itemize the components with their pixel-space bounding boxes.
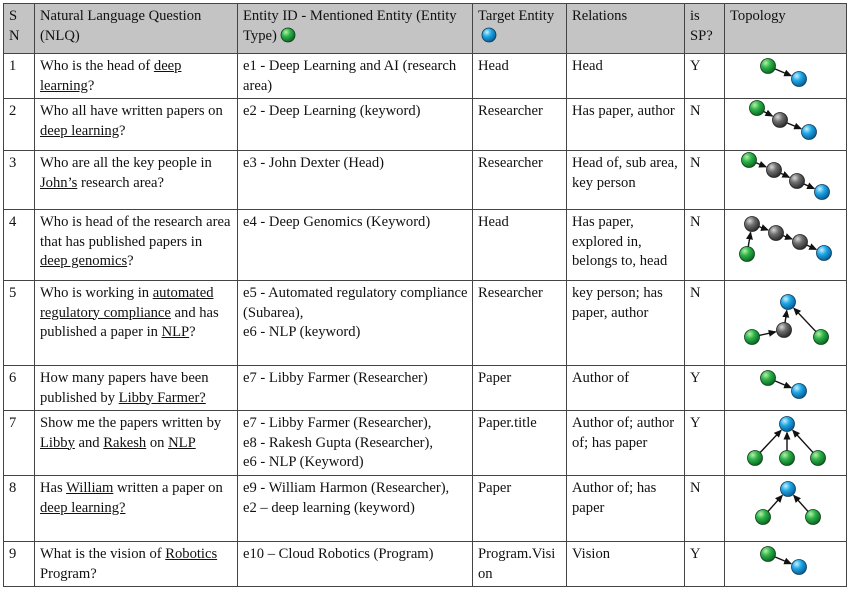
target-cell [473,54,567,99]
topology-cell [725,54,847,99]
sn-cell [4,210,35,281]
topology-cell [725,99,847,151]
topology-edge-arrow [767,495,781,511]
topology-edge-arrow [793,308,815,331]
entity-line: e6 - NLP (keyword) [243,324,361,340]
question-cell [35,366,238,411]
topology-edge-arrow [780,173,789,177]
sn-cell-text: 2 [9,103,17,119]
target-cell [473,281,567,366]
green-node-icon [744,330,759,345]
entity-line: e2 - Deep Learning (keyword) [243,103,421,119]
blue-node-icon [780,295,795,310]
sn-cell-text: 8 [9,480,17,496]
topology-edge-arrow [763,111,772,116]
gray-node-icon [792,235,807,250]
table-row [4,542,847,587]
target-cell-text: Paper [478,480,512,496]
relations-cell [567,411,685,476]
entity-cell [238,54,473,99]
target-cell [473,411,567,476]
mentioned-entity-link: NLP [161,324,190,340]
question-text: What is the vision of [40,546,166,562]
sp-cell [685,99,725,151]
header-target [473,4,567,54]
topology-edge-arrow [803,184,813,189]
topology-edge-arrow [755,163,765,167]
sp-cell [685,54,725,99]
entity-cell [238,281,473,366]
relations-cell [567,281,685,366]
mentioned-entity-link: Libby Farmer? [118,389,206,406]
target-cell [473,476,567,542]
entity-line: e5 - Automated regulatory compliance (Subarea), [243,285,468,321]
blue-node-icon [791,560,806,575]
question-text: Who is the head of [40,58,154,74]
question-cell [35,210,238,281]
header-entity-label: Entity ID - Mentioned Entity (Entity Type) [243,8,457,44]
header-sp-label: is SP? [690,8,713,44]
gray-node-icon [772,113,787,128]
header-relations [567,4,685,54]
entity-cell [238,99,473,151]
entity-line: e1 - Deep Learning and AI (research area) [243,58,457,94]
topology-cell [725,411,847,476]
topology-graph [741,411,831,471]
question-text: and [74,434,104,451]
sn-cell [4,542,35,587]
target-cell-text: Head [478,214,509,230]
topology-edge-arrow [793,495,807,511]
table-row [4,411,847,476]
green-ball-icon [280,27,296,43]
blue-node-icon [791,72,806,87]
question-cell [35,151,238,210]
blue-node-icon [814,185,829,200]
header-entity [238,4,473,54]
entity-cell [238,366,473,411]
question-text: Show me the papers written by [40,415,222,431]
mentioned-entity-link: John’s [40,174,78,191]
entity-cell [238,542,473,587]
topology-graph [738,281,834,355]
question-text: and has published a paper in [40,304,219,340]
blue-node-icon [816,246,831,261]
sp-cell-text: N [690,155,701,171]
topology-edge-arrow [760,430,781,452]
question-text: Has [40,480,67,496]
relations-cell [567,366,685,411]
sn-cell-text: 6 [9,370,17,386]
sp-cell-text: N [690,480,701,496]
topology-graph [751,476,821,532]
relations-cell-text: Head of, sub area, key person [572,155,678,191]
entity-cell [238,476,473,542]
topology-edge-arrow [783,236,792,239]
relations-cell [567,54,685,99]
sp-cell [685,411,725,476]
topology-graph [738,151,834,201]
topology-graph [736,210,836,272]
gray-node-icon [776,323,791,338]
target-cell [473,210,567,281]
sn-cell [4,476,35,542]
table-row [4,476,847,542]
target-cell-text: Paper [478,370,512,386]
question-cell [35,281,238,366]
topology-edge-arrow [774,557,790,564]
topology-edge-arrow [759,227,768,230]
topology-cell [725,542,847,587]
blue-ball-icon [481,27,497,43]
target-cell-text: Program.Vision [478,546,556,582]
relations-cell-text: Author of; has paper [572,480,657,516]
sn-cell-text: 9 [9,546,17,562]
question-text: Who are all the key people in [40,155,212,171]
relations-cell-text: Author of [572,370,630,386]
topology-edge-arrow [792,430,812,452]
header-target-label: Target Entity [478,8,555,24]
relations-cell [567,99,685,151]
green-node-icon [747,451,762,466]
entity-line: e4 - Deep Genomics (Keyword) [243,214,431,230]
target-cell [473,366,567,411]
green-node-icon [760,371,775,386]
question-text: How many papers have been published by [40,370,209,406]
sn-cell-text: 7 [9,415,17,431]
mentioned-entity-link: deep genomics [40,253,128,269]
sn-cell [4,281,35,366]
sp-cell [685,542,725,587]
sp-cell-text: N [690,214,701,230]
entity-line: e7 - Libby Farmer (Researcher) [243,370,428,386]
blue-node-icon [779,417,794,432]
green-node-icon [749,101,764,116]
green-node-icon [760,59,775,74]
sn-cell [4,411,35,476]
mentioned-entity-link: deep learning? [40,499,126,516]
topology-edge-arrow [774,69,790,76]
sn-cell-text: 1 [9,58,17,74]
target-cell [473,99,567,151]
target-cell-text: Researcher [478,285,543,301]
relations-cell-text: Vision [572,546,611,562]
relations-cell [567,151,685,210]
sp-cell-text: Y [690,546,701,562]
entity-line: e8 - Rakesh Gupta (Researcher), [243,434,434,451]
topology-edge-arrow [748,232,750,246]
entity-line: e9 - William Harmon (Researcher), [243,480,450,496]
entity-line: e7 - Libby Farmer (Researcher), [243,415,432,431]
table-row [4,366,847,411]
sn-cell-text: 4 [9,214,17,230]
sp-cell-text: N [690,285,701,301]
entity-line: e2 – deep learning (keyword) [243,499,415,516]
question-text: ? [127,253,134,269]
target-cell-text: Head [478,58,509,74]
target-cell [473,542,567,587]
sn-cell [4,99,35,151]
question-text: on [146,434,169,451]
entity-line: e10 – Cloud Robotics (Program) [243,546,434,562]
question-cell [35,476,238,542]
header-sp [685,4,725,54]
header-sn [4,4,35,54]
green-node-icon [760,547,775,562]
blue-node-icon [791,384,806,399]
sp-cell [685,281,725,366]
relations-cell-text: Has paper, author [572,103,675,119]
relations-cell-text: Has paper, explored in, belongs to, head [572,214,668,269]
topology-edge-arrow [759,332,775,336]
sp-cell-text: N [690,103,701,119]
green-node-icon [739,247,754,262]
sp-cell-text: Y [690,370,701,386]
topology-edge-arrow [786,123,800,129]
header-topology [725,4,847,54]
topology-edge-arrow [785,310,787,322]
mentioned-entity-link: Rakesh [103,434,147,451]
topology-cell [725,476,847,542]
sn-cell [4,366,35,411]
topology-cell [725,281,847,366]
relations-cell [567,476,685,542]
green-node-icon [755,510,770,525]
gray-node-icon [744,217,759,232]
sn-cell [4,54,35,99]
mentioned-entity-link: NLP [168,434,196,451]
blue-node-icon [780,482,795,497]
sp-cell [685,151,725,210]
question-text: Who all have written papers on [40,103,223,119]
sp-cell [685,366,725,411]
relations-cell-text: key person; has paper, author [572,285,663,321]
relations-cell [567,542,685,587]
target-cell-text: Researcher [478,103,543,119]
question-text: research area? [77,174,164,191]
mentioned-entity-link: William [66,480,114,496]
sn-cell-text: 3 [9,155,17,171]
mentioned-entity-link: automated regulatory compliance [40,285,214,321]
sn-cell-text: 5 [9,285,17,301]
sp-cell [685,210,725,281]
table-row [4,99,847,151]
relations-cell-text: Head [572,58,603,74]
mentioned-entity-link: deep learning [40,122,120,139]
mentioned-entity-link: Libby [40,434,75,451]
target-cell-text: Paper.title [478,415,537,431]
gray-node-icon [768,226,783,241]
topology-graph [756,54,816,90]
green-node-icon [810,451,825,466]
entity-cell [238,151,473,210]
topology-graph [746,99,826,143]
entity-line: e3 - John Dexter (Head) [243,155,385,171]
question-text: Program? [40,565,97,582]
topology-cell [725,210,847,281]
question-text: ? [119,122,126,139]
header-sn-label: S N [9,8,20,44]
entity-cell [238,411,473,476]
table-row [4,151,847,210]
topology-edge-arrow [774,381,790,388]
topology-graph [756,542,816,578]
question-text: written a paper on [113,480,223,496]
question-cell [35,542,238,587]
mentioned-entity-link: deep learning [40,58,182,94]
topology-cell [725,151,847,210]
gray-node-icon [766,163,781,178]
topology-graph [756,366,816,402]
header-nlq [35,4,238,54]
question-text: Who is working in [40,285,153,301]
header-nlq-label: Natural Language Question (NLQ) [40,8,202,44]
topology-cell [725,366,847,411]
entity-line: e6 - NLP (Keyword) [243,454,364,470]
table-row [4,210,847,281]
sn-cell [4,151,35,210]
green-node-icon [813,330,828,345]
relations-cell-text: Author of; author of; has paper [572,415,675,451]
topology-edge-arrow [806,245,815,249]
question-text: ? [87,77,95,94]
header-topology-label: Topology [730,8,786,24]
entity-cell [238,210,473,281]
question-text: ? [189,324,196,340]
header-row [4,4,847,54]
header-relations-label: Relations [572,8,628,24]
sp-cell-text: Y [690,415,701,431]
mentioned-entity-link: Robotics [165,546,218,562]
nlq-table [3,3,847,587]
question-text: Who is head of the research area that has published papers in [40,214,231,250]
question-cell [35,54,238,99]
relations-cell [567,210,685,281]
target-cell [473,151,567,210]
table-row [4,281,847,366]
target-cell-text: Researcher [478,155,543,171]
question-cell [35,411,238,476]
sp-cell [685,476,725,542]
question-cell [35,99,238,151]
table-row [4,54,847,99]
green-node-icon [779,451,794,466]
blue-node-icon [801,125,816,140]
green-node-icon [805,510,820,525]
green-node-icon [741,153,756,168]
gray-node-icon [789,174,804,189]
sp-cell-text: Y [690,58,701,74]
